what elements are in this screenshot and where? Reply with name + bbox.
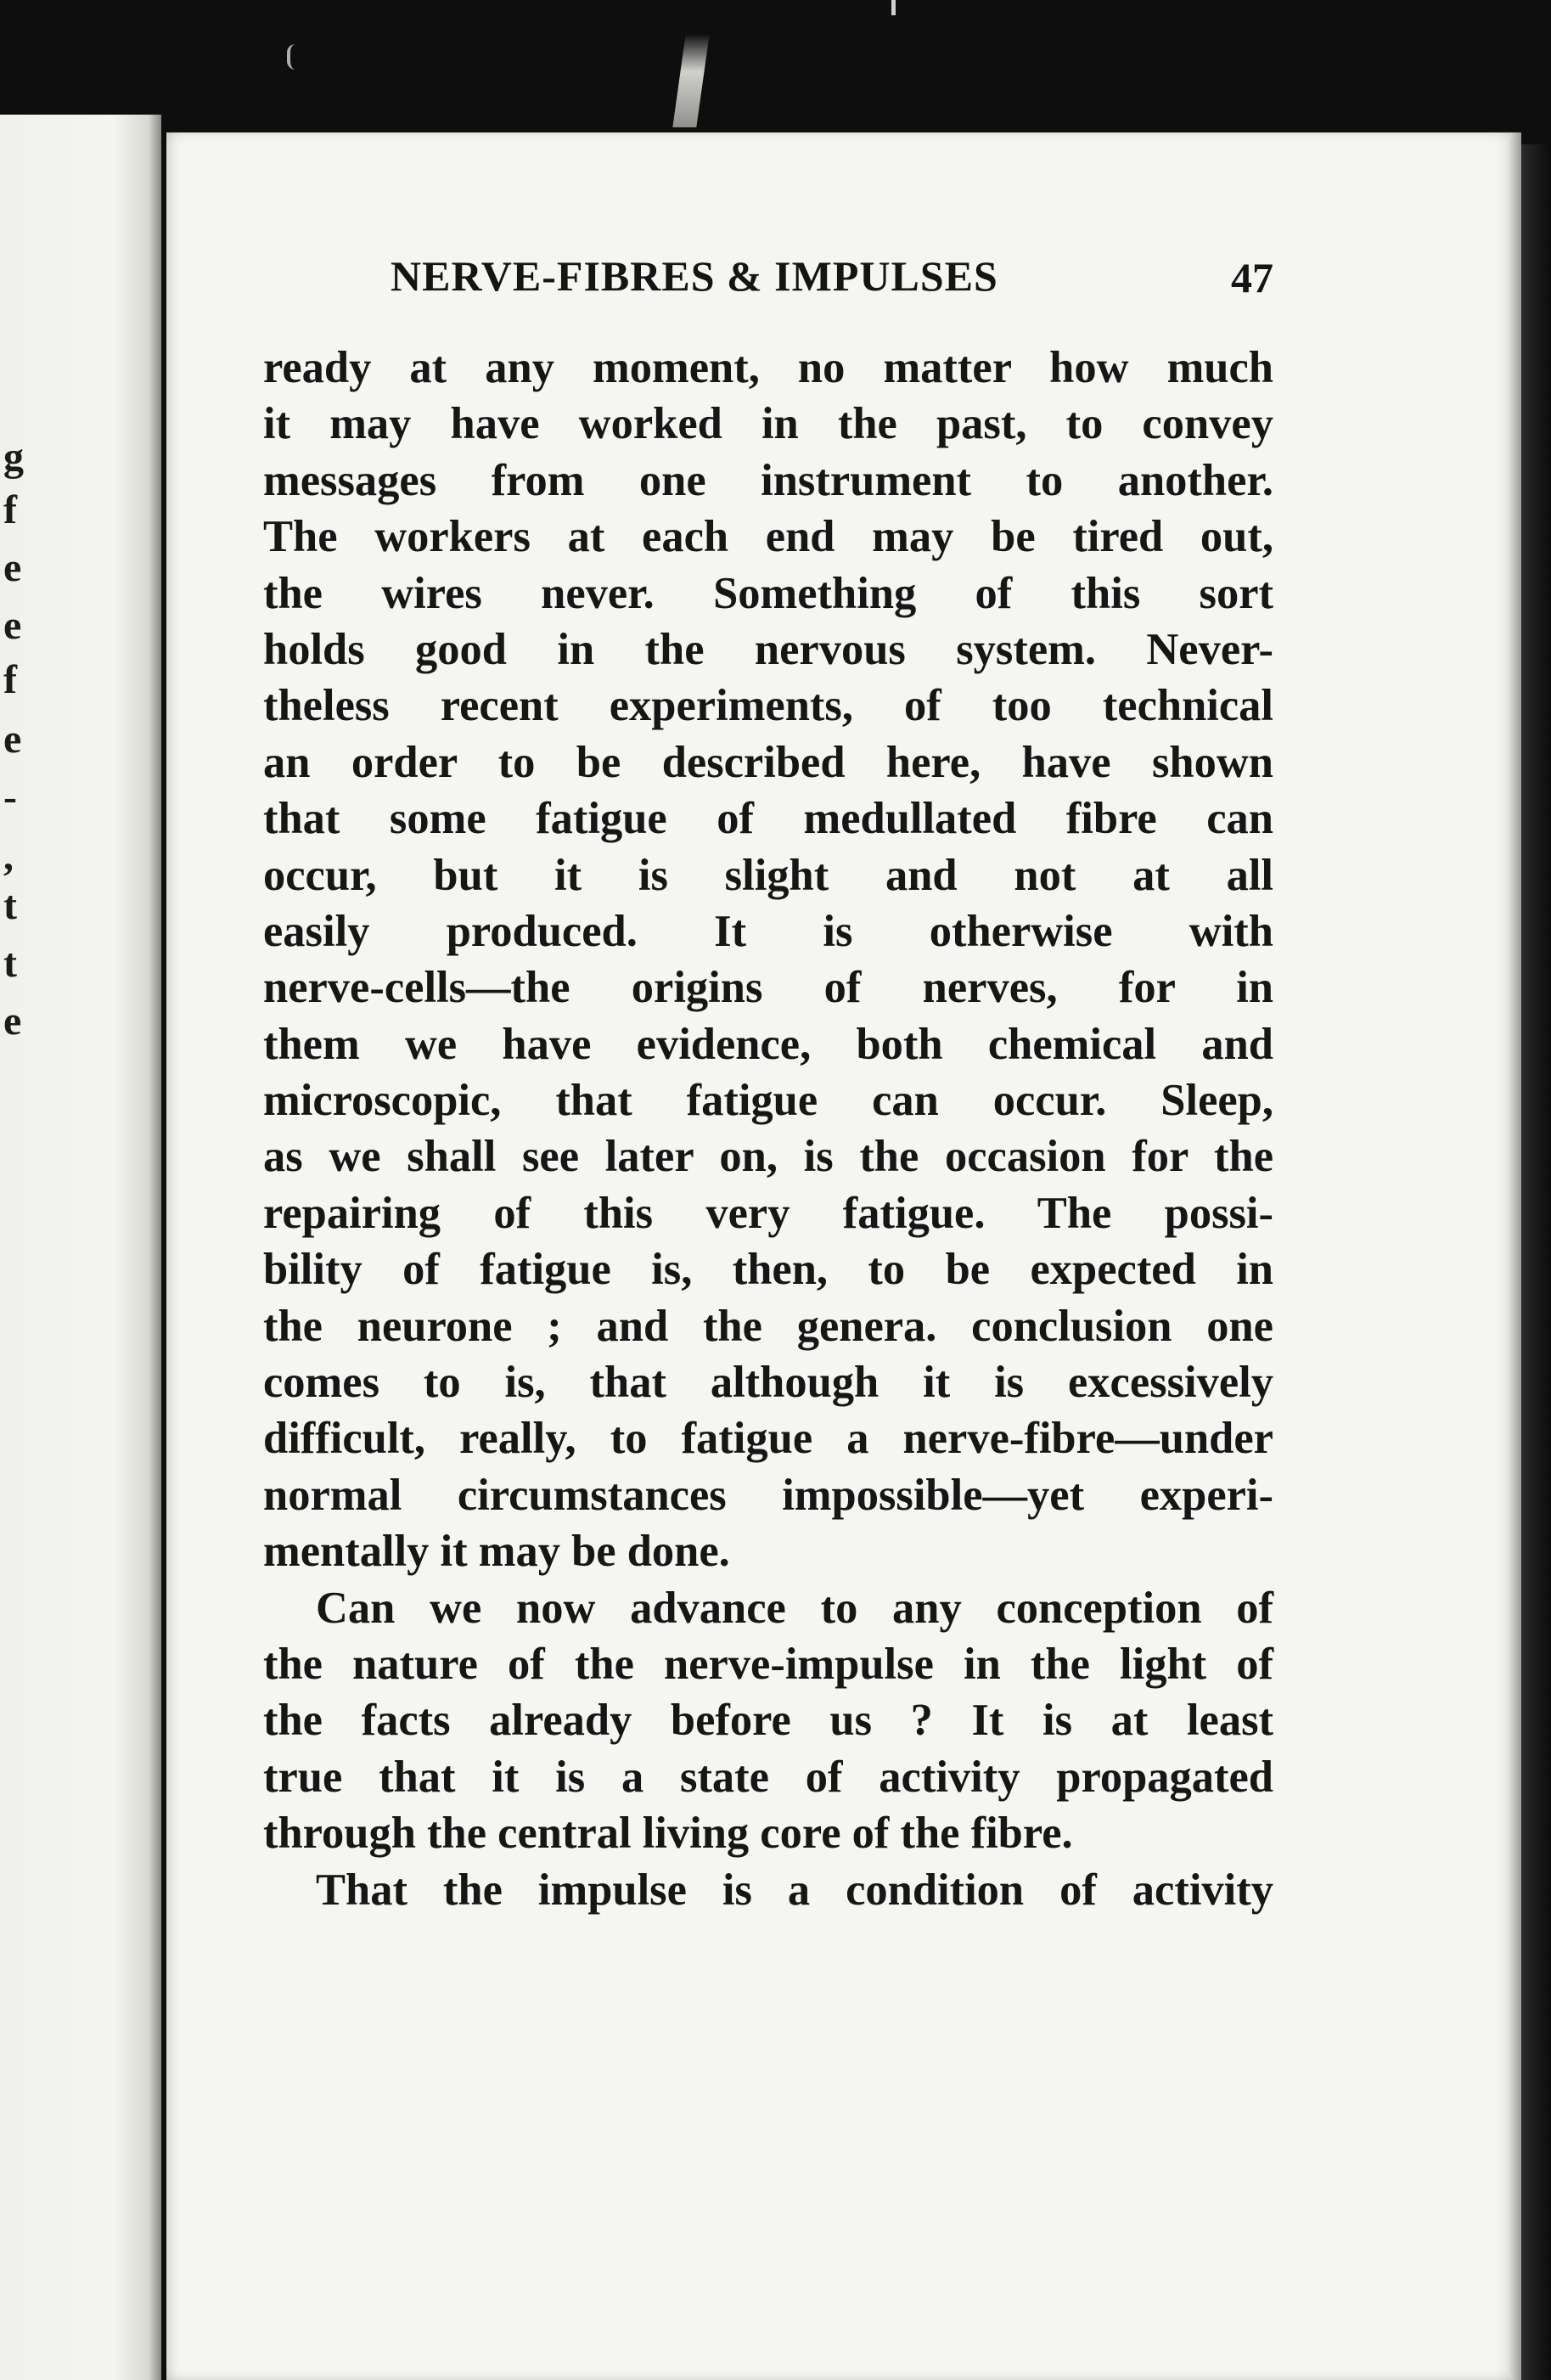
margin-letter: g [3, 435, 24, 480]
left-facing-page [0, 115, 161, 2380]
margin-letter: e [3, 717, 22, 762]
text-line: true that it is a state of activity propagated [263, 1752, 1273, 1802]
running-header-title: NERVE-FIBRES & IMPULSES [391, 252, 998, 300]
margin-letter: - [3, 774, 17, 819]
text-line: the neurone ; and the genera. conclusion one [263, 1301, 1273, 1351]
text-line: repairing of this very fatigue. The possi- [263, 1188, 1273, 1238]
text-line: holds good in the nervous system. Never- [263, 624, 1273, 674]
text-line: through the central living core of the fibre. [263, 1809, 1073, 1859]
paragraph-first-line: Can we now advance to any conception of [316, 1583, 1273, 1633]
text-line: an order to be described here, have shown [263, 737, 1273, 787]
text-line: as we shall see later on, is the occasion for the [263, 1132, 1273, 1182]
margin-letter: t [3, 941, 17, 986]
text-line: difficult, really, to fatigue a nerve-fibre—under [263, 1414, 1273, 1464]
body-text [263, 340, 1273, 1918]
text-line: The workers at each end may be tired out, [263, 512, 1273, 562]
text-line: it may have worked in the past, to convey [263, 399, 1273, 449]
text-line: the nature of the nerve-impulse in the light of [263, 1639, 1273, 1689]
running-header [391, 251, 1273, 319]
text-line: the wires never. Something of this sort [263, 568, 1273, 618]
text-line: them we have evidence, both chemical and [263, 1019, 1273, 1069]
margin-letter: f [3, 657, 17, 702]
text-line: occur, but it is slight and not at all [263, 850, 1273, 900]
margin-letter: , [3, 834, 14, 879]
text-line: ready at any moment, no matter how much [263, 343, 1273, 392]
scan-artifact [891, 0, 896, 15]
margin-letter: e [3, 545, 22, 590]
margin-letter: e [3, 603, 22, 648]
page-number: 47 [1231, 254, 1273, 301]
text-line: normal circumstances impossible—yet experi- [263, 1470, 1273, 1520]
text-line: easily produced. It is otherwise with [263, 906, 1273, 956]
margin-letter: t [3, 883, 17, 928]
text-line: bility of fatigue is, then, to be expected in [263, 1245, 1273, 1295]
paragraph-first-line: That the impulse is a condition of activity [316, 1865, 1273, 1915]
page-edge-shadow [1521, 144, 1551, 2380]
text-line: comes to is, that although it is excessively [263, 1358, 1273, 1408]
margin-letter: f [3, 487, 17, 532]
margin-letter: e [3, 999, 22, 1044]
text-line: nerve-cells—the origins of nerves, for in [263, 963, 1273, 1013]
text-line: microscopic, that fatigue can occur. Sleep, [263, 1076, 1273, 1126]
text-line: mentally it may be done. [263, 1527, 730, 1577]
text-line: that some fatigue of medullated fibre can [263, 794, 1273, 844]
text-line: the facts already before us ? It is at least [263, 1696, 1273, 1746]
text-line: messages from one instrument to another. [263, 455, 1273, 505]
text-line: theless recent experiments, of too technical [263, 681, 1273, 731]
scan-artifact [287, 44, 302, 70]
